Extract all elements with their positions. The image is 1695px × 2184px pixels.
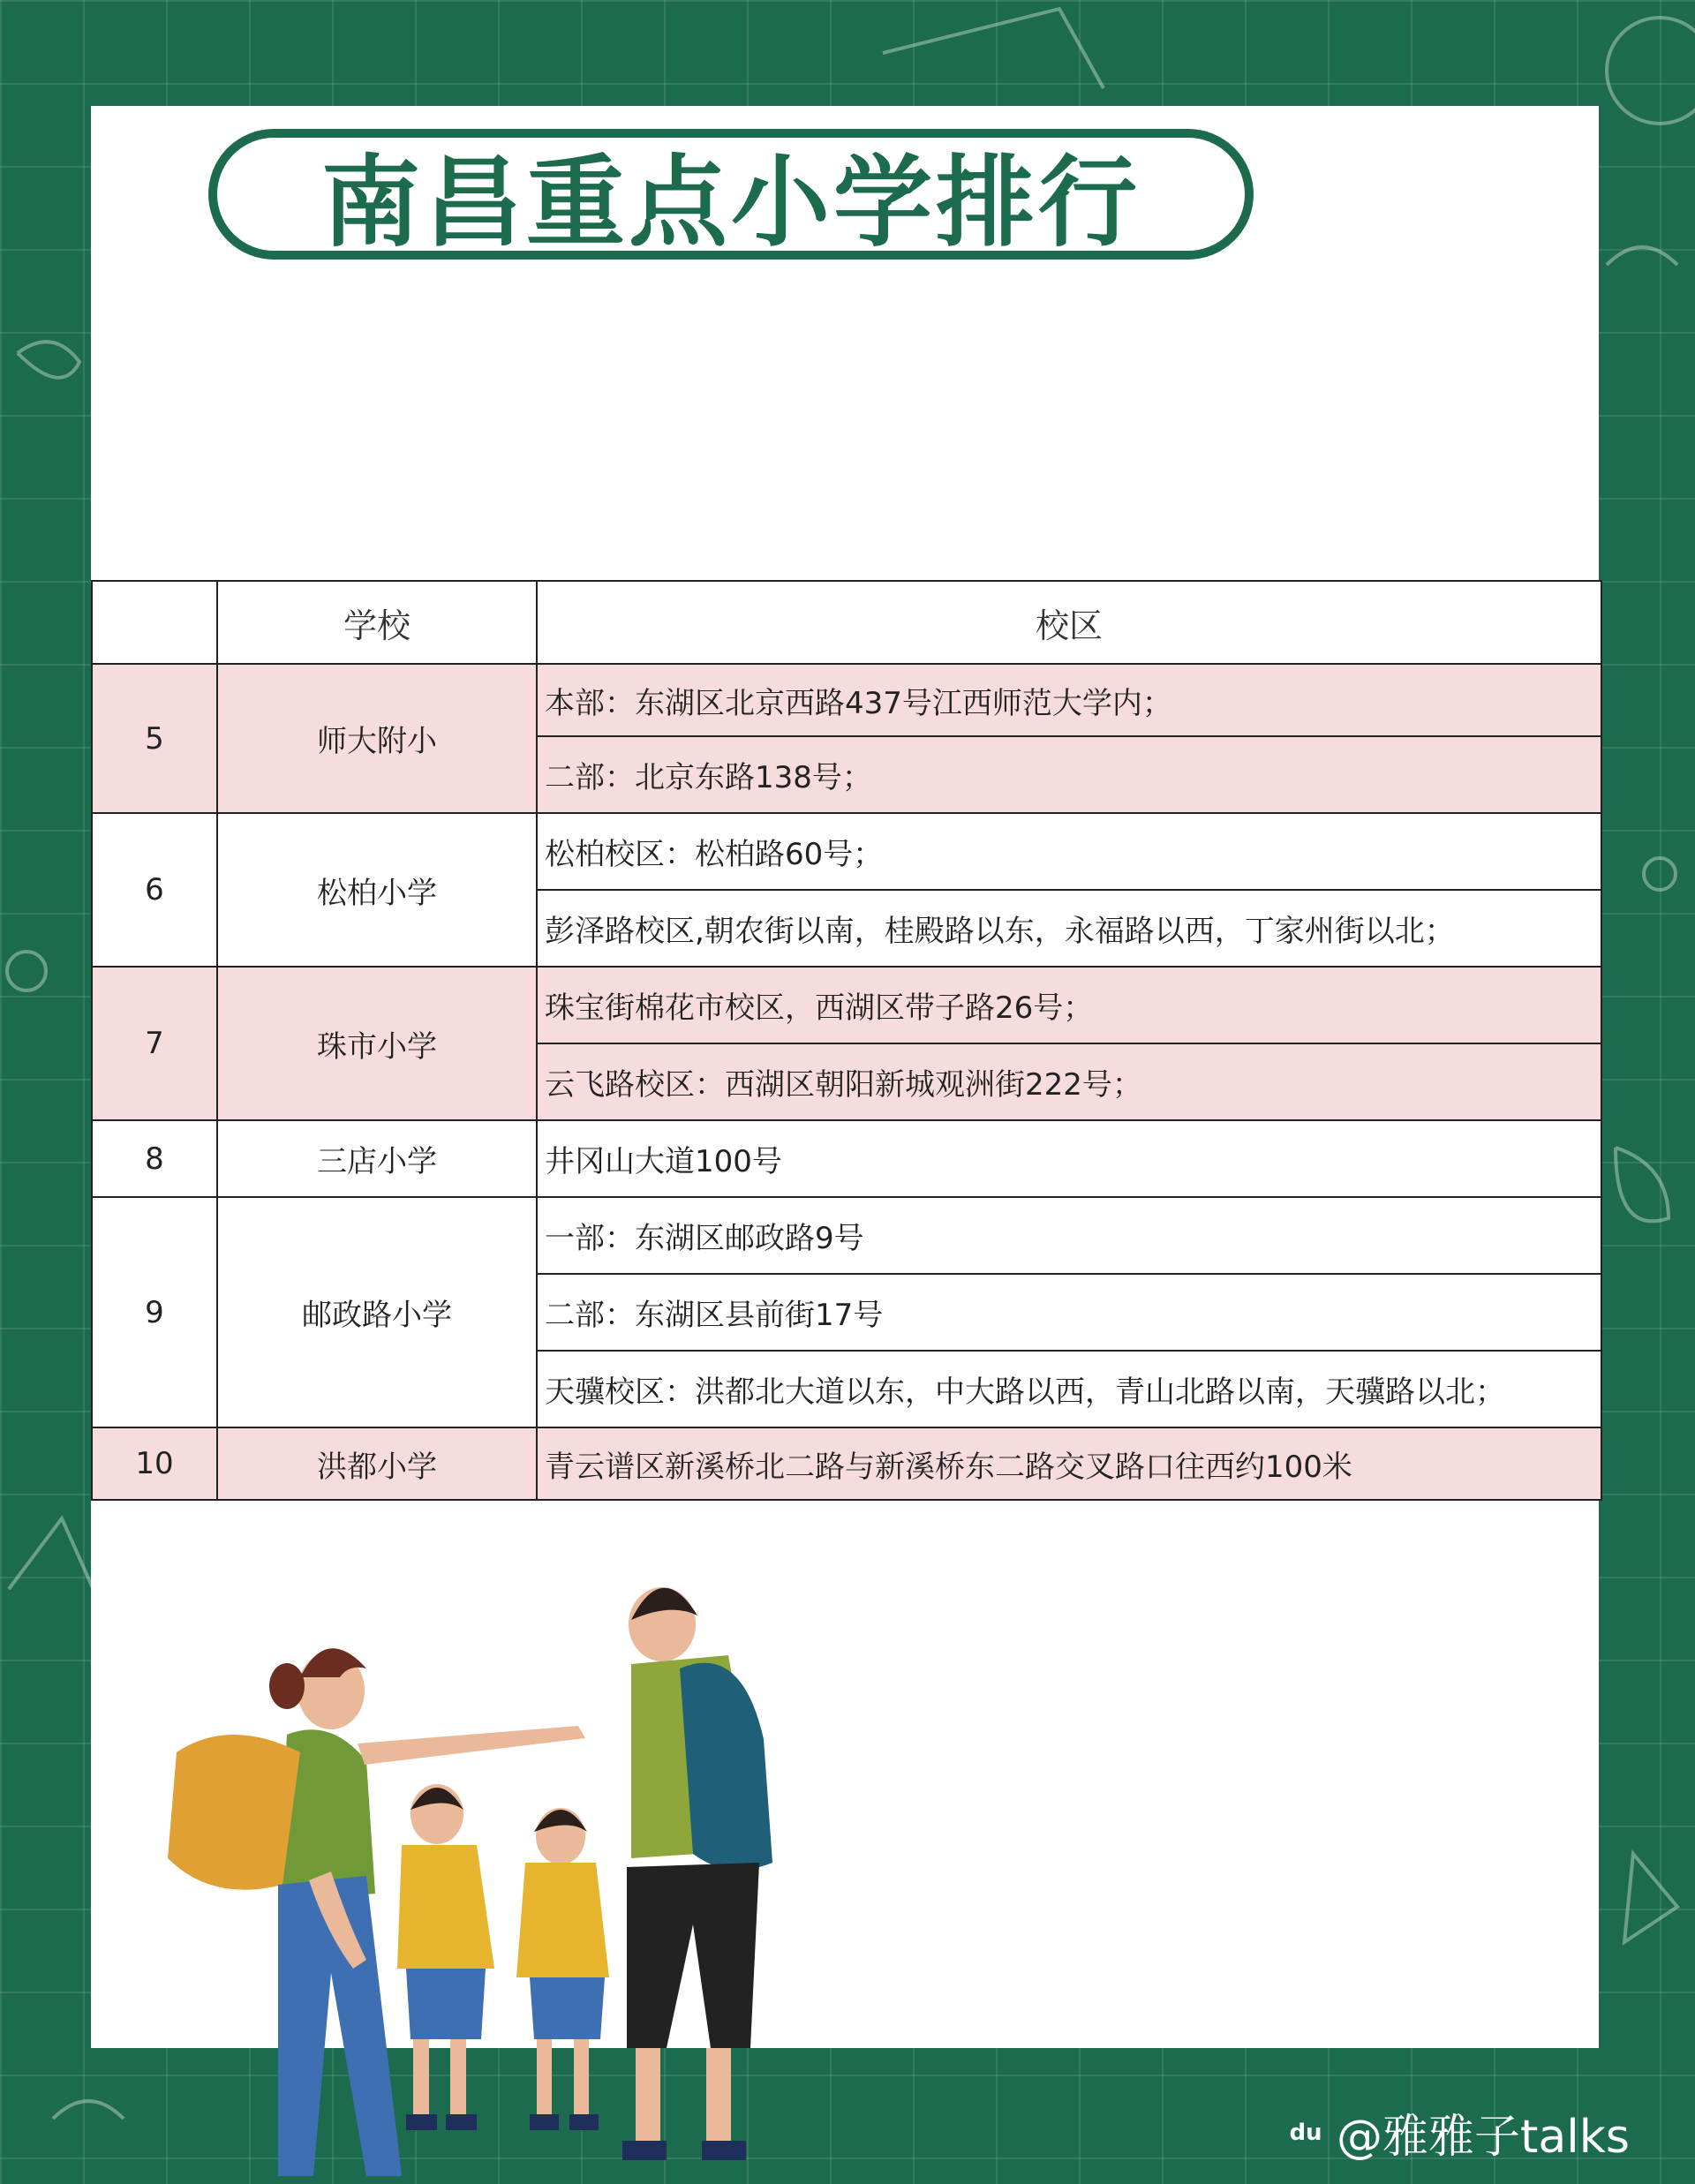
father-figure — [622, 1587, 772, 2160]
campus-cell: 珠宝街棉花市校区，西湖区带子路26号； — [537, 967, 1601, 1043]
campus-cell: 本部：东湖区北京西路437号江西师范大学内； — [537, 664, 1601, 736]
watermark-text: @雅雅子talks — [1337, 2111, 1630, 2164]
school-cell: 三店小学 — [217, 1120, 537, 1197]
title-banner — [208, 129, 1254, 260]
rank-cell: 8 — [92, 1120, 217, 1197]
child-figure — [397, 1784, 494, 2130]
rank-cell: 9 — [92, 1197, 217, 1427]
table-row — [92, 1197, 1601, 1274]
school-cell: 师大附小 — [217, 664, 537, 813]
school-cell: 邮政路小学 — [217, 1197, 537, 1427]
school-table — [91, 580, 1602, 1501]
campus-cell: 青云谱区新溪桥北二路与新溪桥东二路交叉路口往西约100米 — [537, 1427, 1601, 1500]
watermark — [1280, 2099, 1630, 2165]
campus-cell: 彭泽路校区,朝农街以南，桂殿路以东，永福路以西，丁家州街以北； — [537, 890, 1601, 967]
school-cell: 珠市小学 — [217, 967, 537, 1120]
watermark-logo-icon: du — [1289, 2119, 1322, 2146]
campus-cell: 松柏校区：松柏路60号； — [537, 813, 1601, 890]
campus-cell: 一部：东湖区邮政路9号 — [537, 1197, 1601, 1274]
page-title: 南昌重点小学排行 — [321, 145, 1141, 260]
table-row — [92, 1427, 1601, 1500]
campus-cell: 天骥校区：洪都北大道以东，中大路以西，青山北路以南，天骥路以北； — [537, 1351, 1601, 1427]
rank-cell: 7 — [92, 967, 217, 1120]
table-row — [92, 967, 1601, 1043]
table-header-row — [92, 581, 1601, 664]
table-row — [92, 664, 1601, 736]
rank-cell: 10 — [92, 1427, 217, 1500]
header-school: 学校 — [217, 581, 537, 664]
campus-cell: 二部：东湖区县前街17号 — [537, 1274, 1601, 1351]
campus-cell: 井冈山大道100号 — [537, 1120, 1601, 1197]
table-row — [92, 1120, 1601, 1197]
campus-cell: 云飞路校区：西湖区朝阳新城观洲街222号； — [537, 1043, 1601, 1120]
school-cell: 洪都小学 — [217, 1427, 537, 1500]
rank-cell: 6 — [92, 813, 217, 967]
family-illustration — [132, 1580, 909, 2180]
rank-cell: 5 — [92, 664, 217, 813]
school-cell: 松柏小学 — [217, 813, 537, 967]
campus-cell: 二部：北京东路138号； — [537, 736, 1601, 813]
header-campus: 校区 — [537, 581, 1601, 664]
table-row — [92, 813, 1601, 890]
child-figure — [516, 1808, 609, 2130]
header-rank — [92, 581, 217, 664]
